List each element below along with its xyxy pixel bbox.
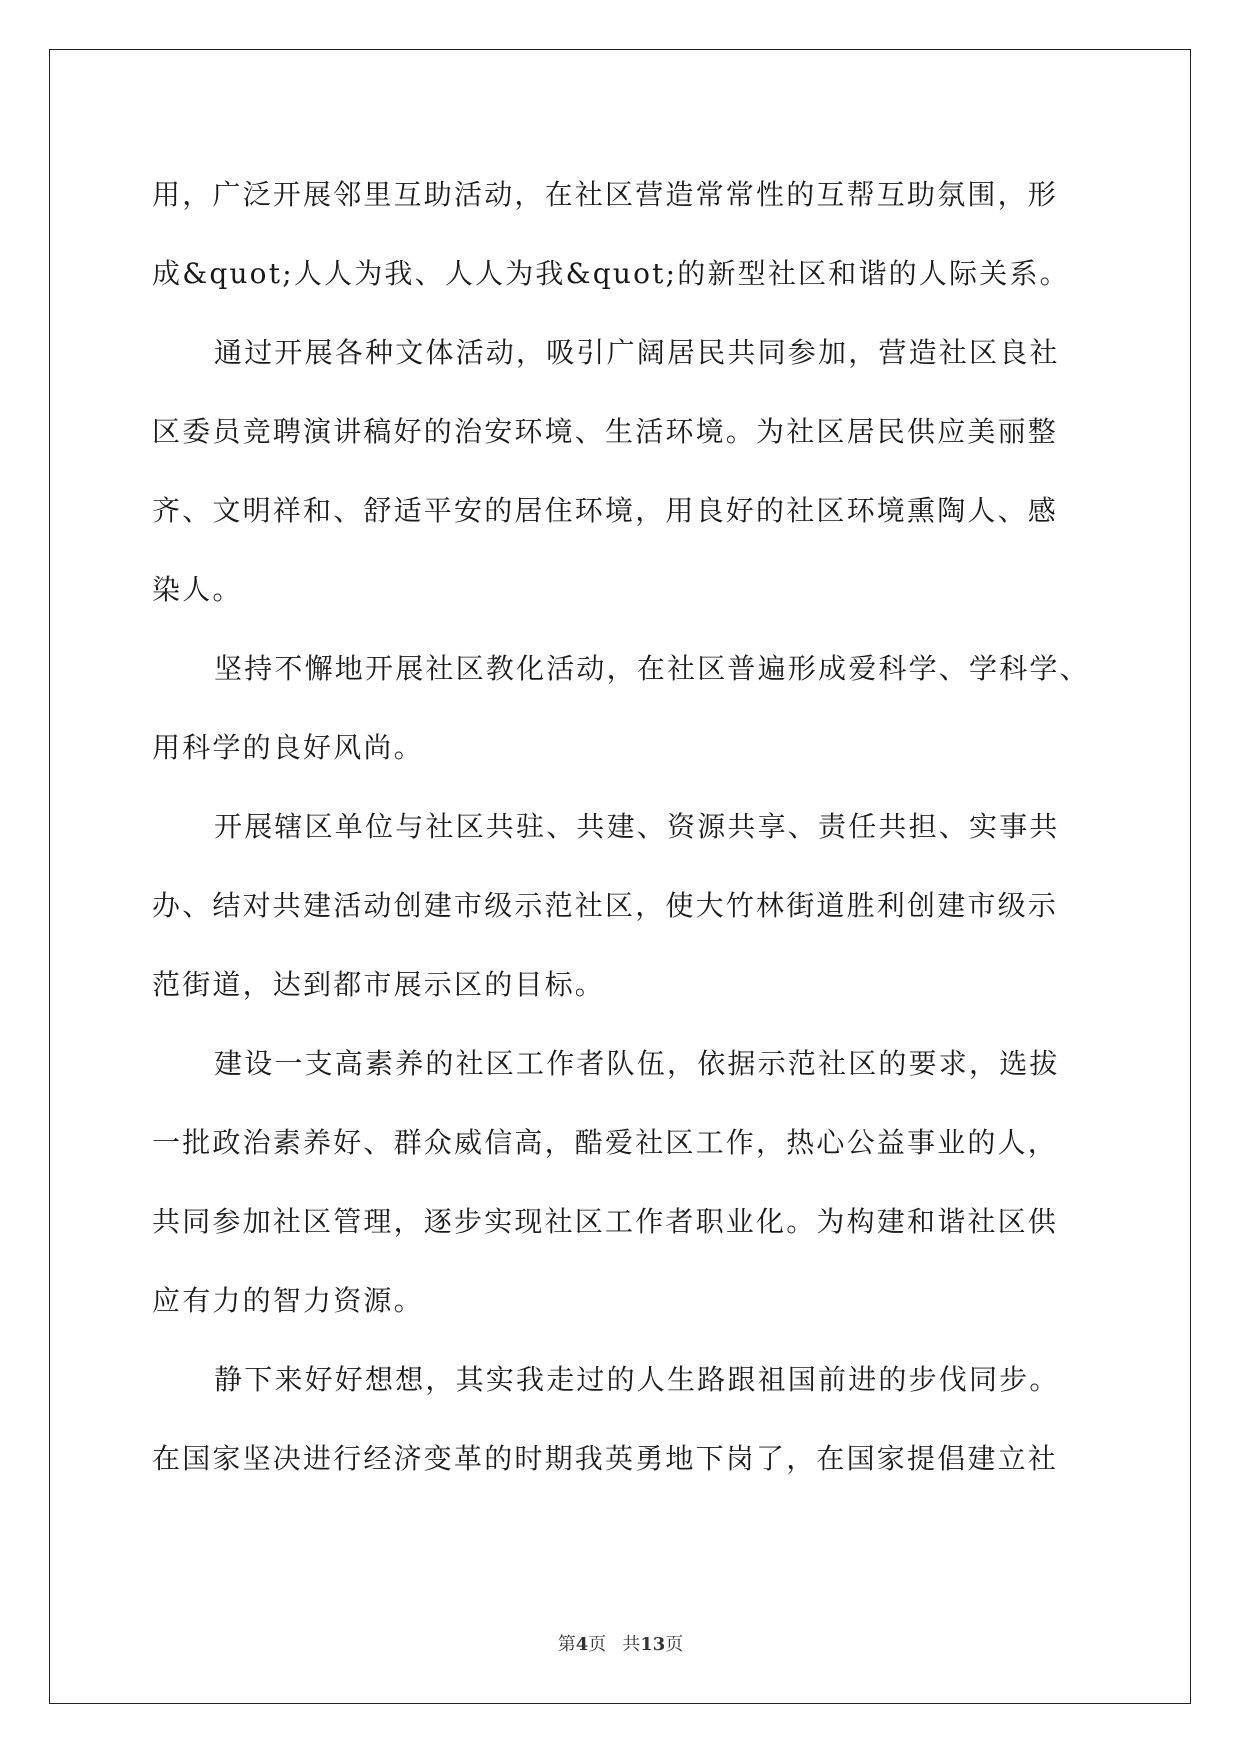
paragraph-start-line: 建设一支高素养的社区工作者队伍，依据示范社区的要求，选拔 <box>214 1047 1060 1080</box>
text-line: 染人。 <box>152 573 243 606</box>
text-line: 齐、文明祥和、舒适平安的居住环境，用良好的社区环境熏陶人、感 <box>152 494 1059 527</box>
text-line: 成&quot;人人为我、人人为我&quot;的新型社区和谐的人际关系。 <box>152 257 1070 290</box>
text-line: 区委员竞聘演讲稿好的治安环境、生活环境。为社区居民供应美丽整 <box>152 415 1059 448</box>
text-line: 办、结对共建活动创建市级示范社区，使大竹林街道胜利创建市级示 <box>152 889 1059 922</box>
total-suffix: 页 <box>665 1634 684 1655</box>
document-body <box>152 155 1092 1498</box>
text-line: 范街道，达到都市展示区的目标。 <box>152 968 606 1001</box>
total-prefix: 共 <box>622 1634 641 1655</box>
page-prefix: 第 <box>557 1634 576 1655</box>
text-line: 应有力的智力资源。 <box>152 1284 424 1317</box>
text-line: 用科学的良好风尚。 <box>152 731 424 764</box>
text-line: 用，广泛开展邻里互助活动，在社区营造常常性的互帮互助氛围，形 <box>152 178 1059 211</box>
paragraph-start-line: 通过开展各种文体活动，吸引广阔居民共同参加，营造社区良社 <box>214 336 1060 369</box>
paragraph-start-line: 静下来好好想想，其实我走过的人生路跟祖国前进的步伐同步。 <box>214 1363 1060 1396</box>
text-line: 在国家坚决进行经济变革的时期我英勇地下岗了，在国家提倡建立社 <box>152 1442 1059 1475</box>
paragraph-start-line: 开展辖区单位与社区共驻、共建、资源共享、责任共担、实事共 <box>214 810 1060 843</box>
page-footer <box>0 1630 1241 1656</box>
page-suffix: 页 <box>588 1634 607 1655</box>
paragraph-start-line: 坚持不懈地开展社区教化活动，在社区普遍形成爱科学、学科学、 <box>214 652 1090 685</box>
text-line: 一批政治素养好、群众威信高，酷爱社区工作，热心公益事业的人， <box>152 1126 1059 1159</box>
page-number: 4 <box>575 1634 589 1655</box>
total-pages: 13 <box>640 1634 666 1655</box>
text-line: 共同参加社区管理，逐步实现社区工作者职业化。为构建和谐社区供 <box>152 1205 1059 1238</box>
